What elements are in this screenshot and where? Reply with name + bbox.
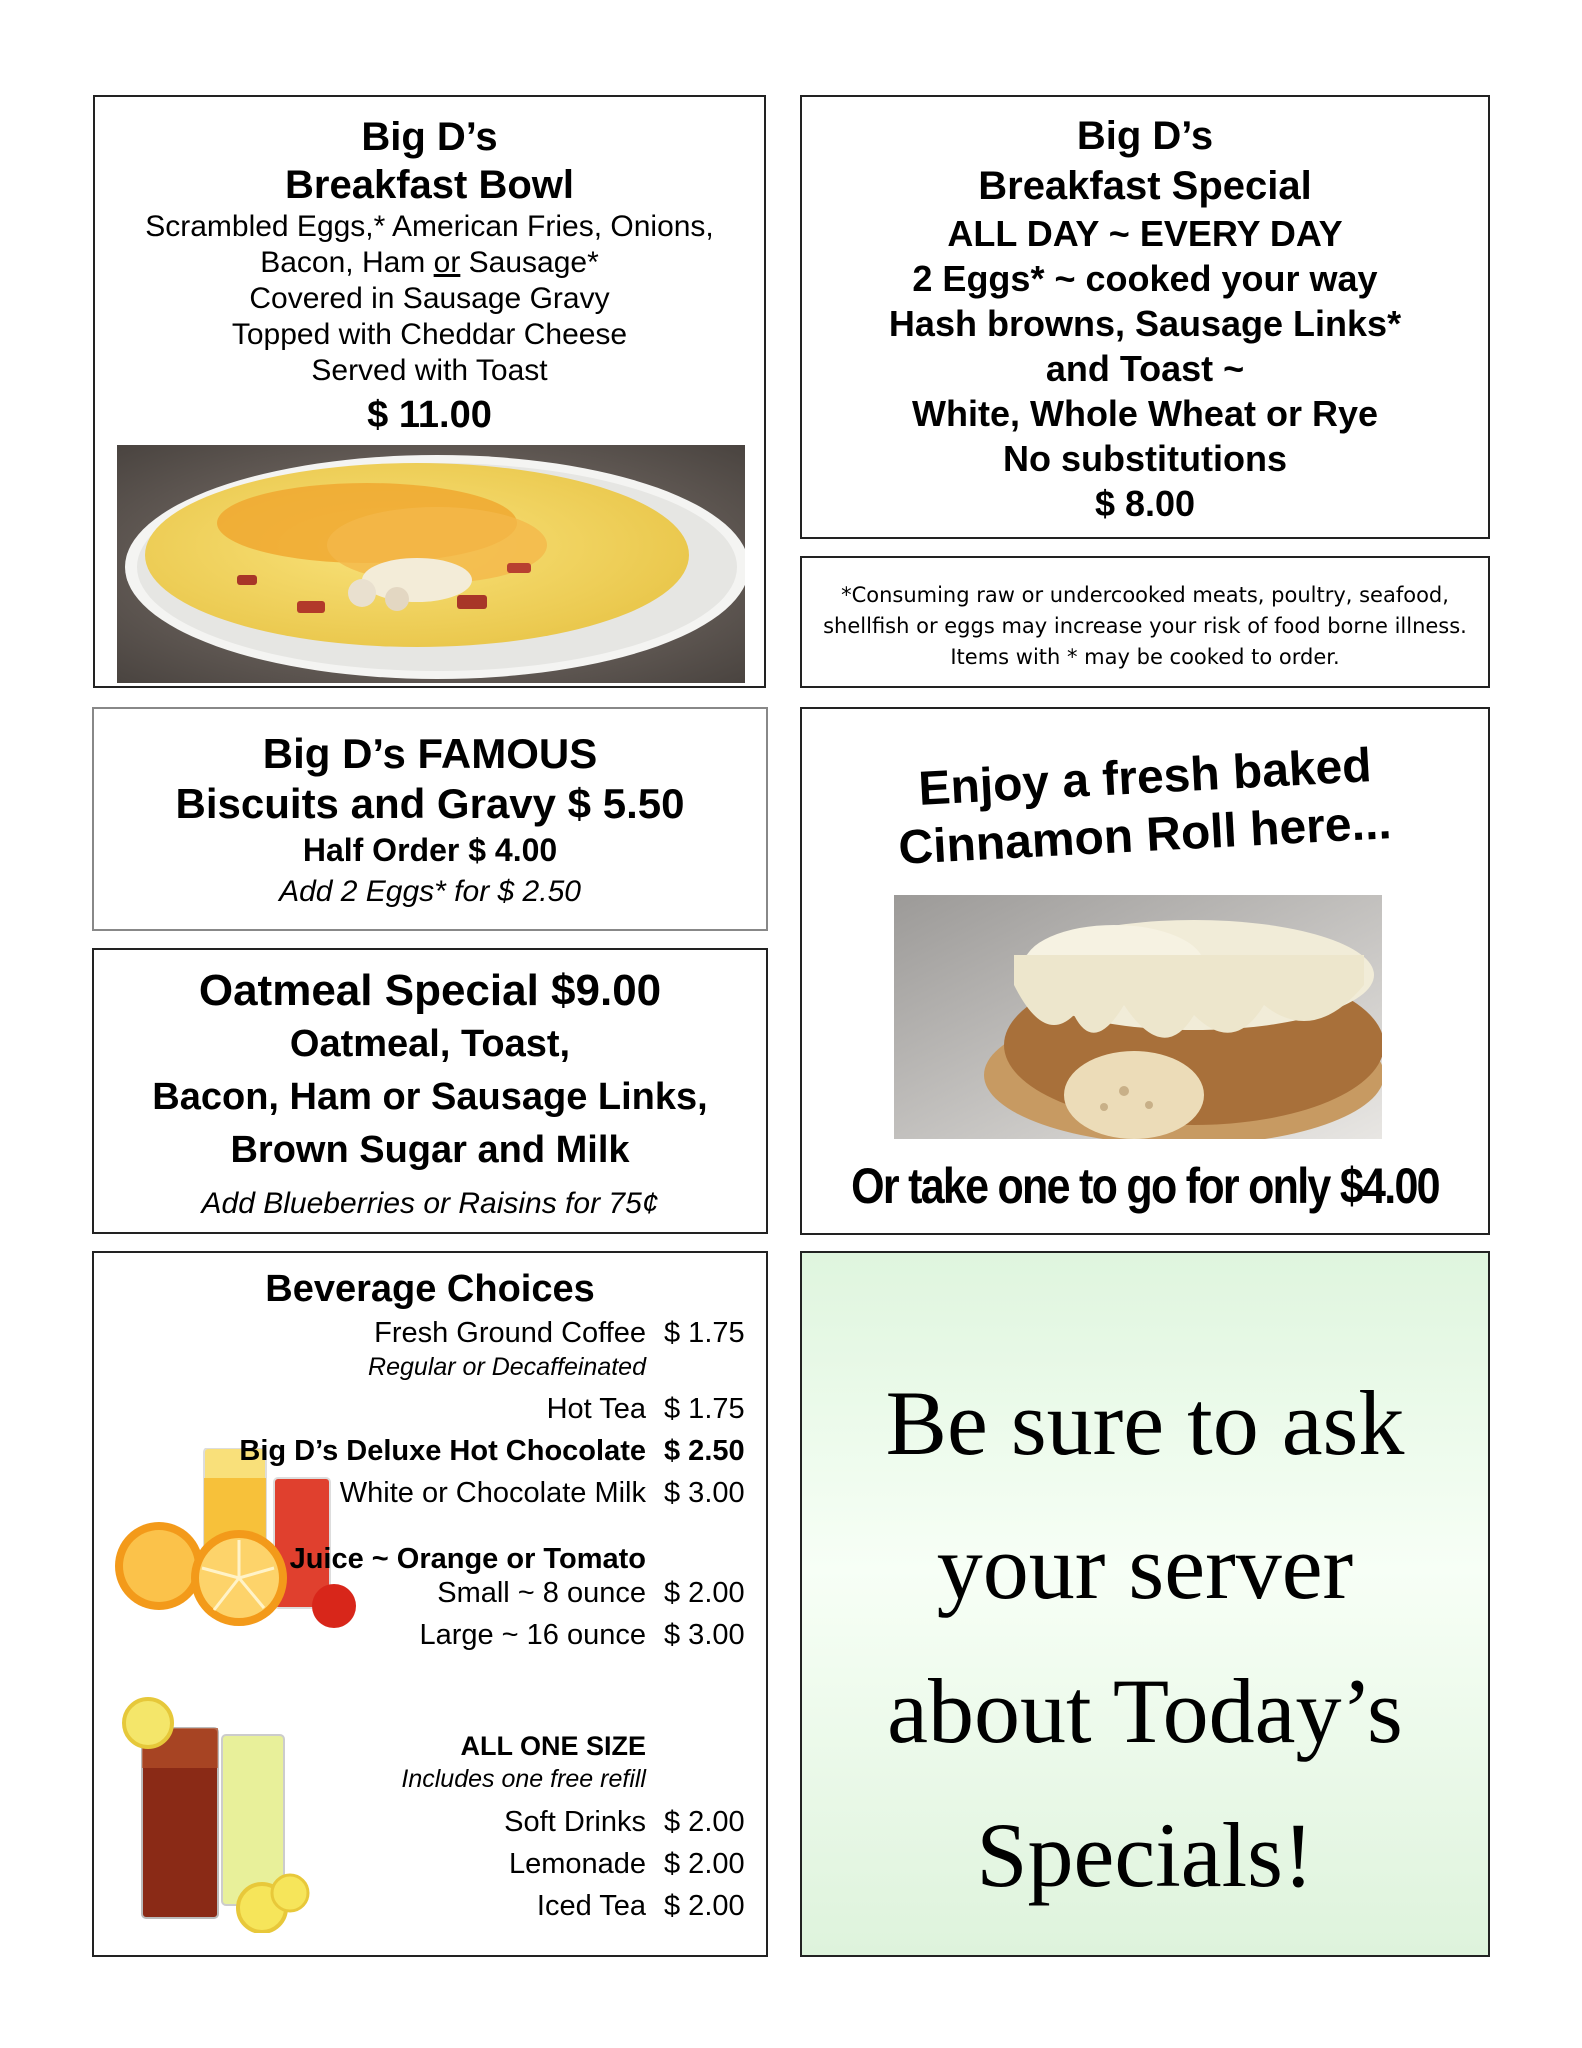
disclaimer-line3: Items with * may be cooked to order. xyxy=(950,645,1340,669)
iced-tea-lemonade-image xyxy=(112,1693,352,1933)
breakfast-bowl-panel xyxy=(93,95,766,688)
soft-drinks-price: $ 2.00 xyxy=(664,1806,745,1838)
iced-tea-name: Iced Tea xyxy=(536,1890,646,1922)
soft-drinks-name: Soft Drinks xyxy=(504,1806,646,1838)
food-safety-disclaimer xyxy=(800,556,1490,688)
oatmeal-line1: Oatmeal, Toast, xyxy=(289,1023,571,1065)
cinnamon-roll-photo xyxy=(894,895,1382,1139)
coffee-note: Regular or Decaffeinated xyxy=(368,1353,646,1381)
bowl-desc-line5: Served with Toast xyxy=(311,354,548,387)
biscuits-half-order: Half Order $ 4.00 xyxy=(302,832,558,868)
special-title-line2: Breakfast Special xyxy=(978,164,1312,208)
specials-line1: Be sure to ask xyxy=(885,1372,1405,1474)
bowl-title-line1: Big D’s xyxy=(361,115,498,159)
one-size-note: Includes one free refill xyxy=(401,1765,646,1793)
beverage-choices-panel xyxy=(92,1251,768,1957)
lemonade-price: $ 2.00 xyxy=(664,1848,745,1880)
bowl-desc-line2 xyxy=(95,245,764,281)
oatmeal-line2: Bacon, Ham or Sausage Links, xyxy=(152,1076,708,1118)
bowl-price: $ 11.00 xyxy=(367,394,492,436)
bowl-title-line2: Breakfast Bowl xyxy=(285,163,574,207)
special-line6: No substitutions xyxy=(1003,438,1287,479)
hot-chocolate-price: $ 2.50 xyxy=(664,1435,745,1467)
oatmeal-title: Oatmeal Special $9.00 xyxy=(198,966,662,1015)
disclaimer-line1: *Consuming raw or undercooked meats, poultry, seafood, xyxy=(841,583,1449,607)
hot-tea-name: Hot Tea xyxy=(546,1393,646,1425)
hot-tea-price: $ 1.75 xyxy=(664,1393,745,1425)
hot-chocolate-name: Big D’s Deluxe Hot Chocolate xyxy=(239,1435,646,1467)
bowl-desc-line4: Topped with Cheddar Cheese xyxy=(231,318,628,351)
biscuits-add-eggs: Add 2 Eggs* for $ 2.50 xyxy=(279,875,581,908)
lemonade-name: Lemonade xyxy=(508,1848,646,1880)
special-title-line1: Big D’s xyxy=(1076,114,1214,158)
biscuits-gravy-panel xyxy=(92,707,768,931)
specials-line2: your server xyxy=(936,1516,1354,1618)
oatmeal-special-panel xyxy=(92,948,768,1234)
cinnamon-headline-line1: Enjoy a fresh baked xyxy=(917,739,1373,816)
special-line1: ALL DAY ~ EVERY DAY xyxy=(947,213,1343,254)
bowl-desc-line2-a: Bacon, Ham xyxy=(260,246,434,279)
oatmeal-line3: Brown Sugar and Milk xyxy=(230,1129,630,1171)
juice-small-price: $ 2.00 xyxy=(664,1577,745,1609)
specials-line3: about Today’s xyxy=(887,1660,1403,1762)
cinnamon-to-go-offer: Or take one to go for only $4.00 xyxy=(851,1158,1439,1214)
bowl-desc-line1: Scrambled Eggs,* American Fries, Onions, xyxy=(145,210,714,243)
special-line5: White, Whole Wheat or Rye xyxy=(911,393,1378,434)
milk-price: $ 3.00 xyxy=(664,1477,745,1509)
special-line3: Hash browns, Sausage Links* xyxy=(888,303,1402,344)
bowl-desc-line2-b: Sausage* xyxy=(460,246,599,279)
juice-large-price: $ 3.00 xyxy=(664,1619,745,1651)
juice-small-name: Small ~ 8 ounce xyxy=(437,1577,646,1609)
special-line2: 2 Eggs* ~ cooked your way xyxy=(912,258,1378,299)
coffee-name: Fresh Ground Coffee xyxy=(374,1317,646,1349)
todays-specials-panel xyxy=(800,1251,1490,1957)
biscuits-title-line1: Big D’s FAMOUS xyxy=(262,730,598,777)
cinnamon-roll-panel xyxy=(800,707,1490,1235)
special-line4: and Toast ~ xyxy=(1045,348,1245,389)
coffee-price: $ 1.75 xyxy=(664,1317,745,1349)
bowl-desc-line3: Covered in Sausage Gravy xyxy=(249,282,610,315)
iced-tea-price: $ 2.00 xyxy=(664,1890,745,1922)
juice-large-name: Large ~ 16 ounce xyxy=(419,1619,646,1651)
oatmeal-add-on: Add Blueberries or Raisins for 75¢ xyxy=(201,1187,659,1220)
disclaimer-line2: shellfish or eggs may increase your risk of food borne illness. xyxy=(823,614,1467,638)
juice-heading: Juice ~ Orange or Tomato xyxy=(289,1543,646,1575)
bowl-desc-or: or xyxy=(433,246,461,279)
cinnamon-headline-line2: Cinnamon Roll here... xyxy=(897,796,1393,875)
specials-line4: Specials! xyxy=(976,1804,1314,1906)
special-price: $ 8.00 xyxy=(1094,483,1196,524)
breakfast-bowl-photo xyxy=(117,445,745,683)
one-size-heading: ALL ONE SIZE xyxy=(460,1731,646,1761)
breakfast-special-panel xyxy=(800,95,1490,539)
milk-name: White or Chocolate Milk xyxy=(339,1477,646,1509)
beverage-title: Beverage Choices xyxy=(265,1268,595,1310)
juice-glasses-image xyxy=(114,1448,379,1628)
biscuits-title-line2: Biscuits and Gravy $ 5.50 xyxy=(175,780,685,827)
